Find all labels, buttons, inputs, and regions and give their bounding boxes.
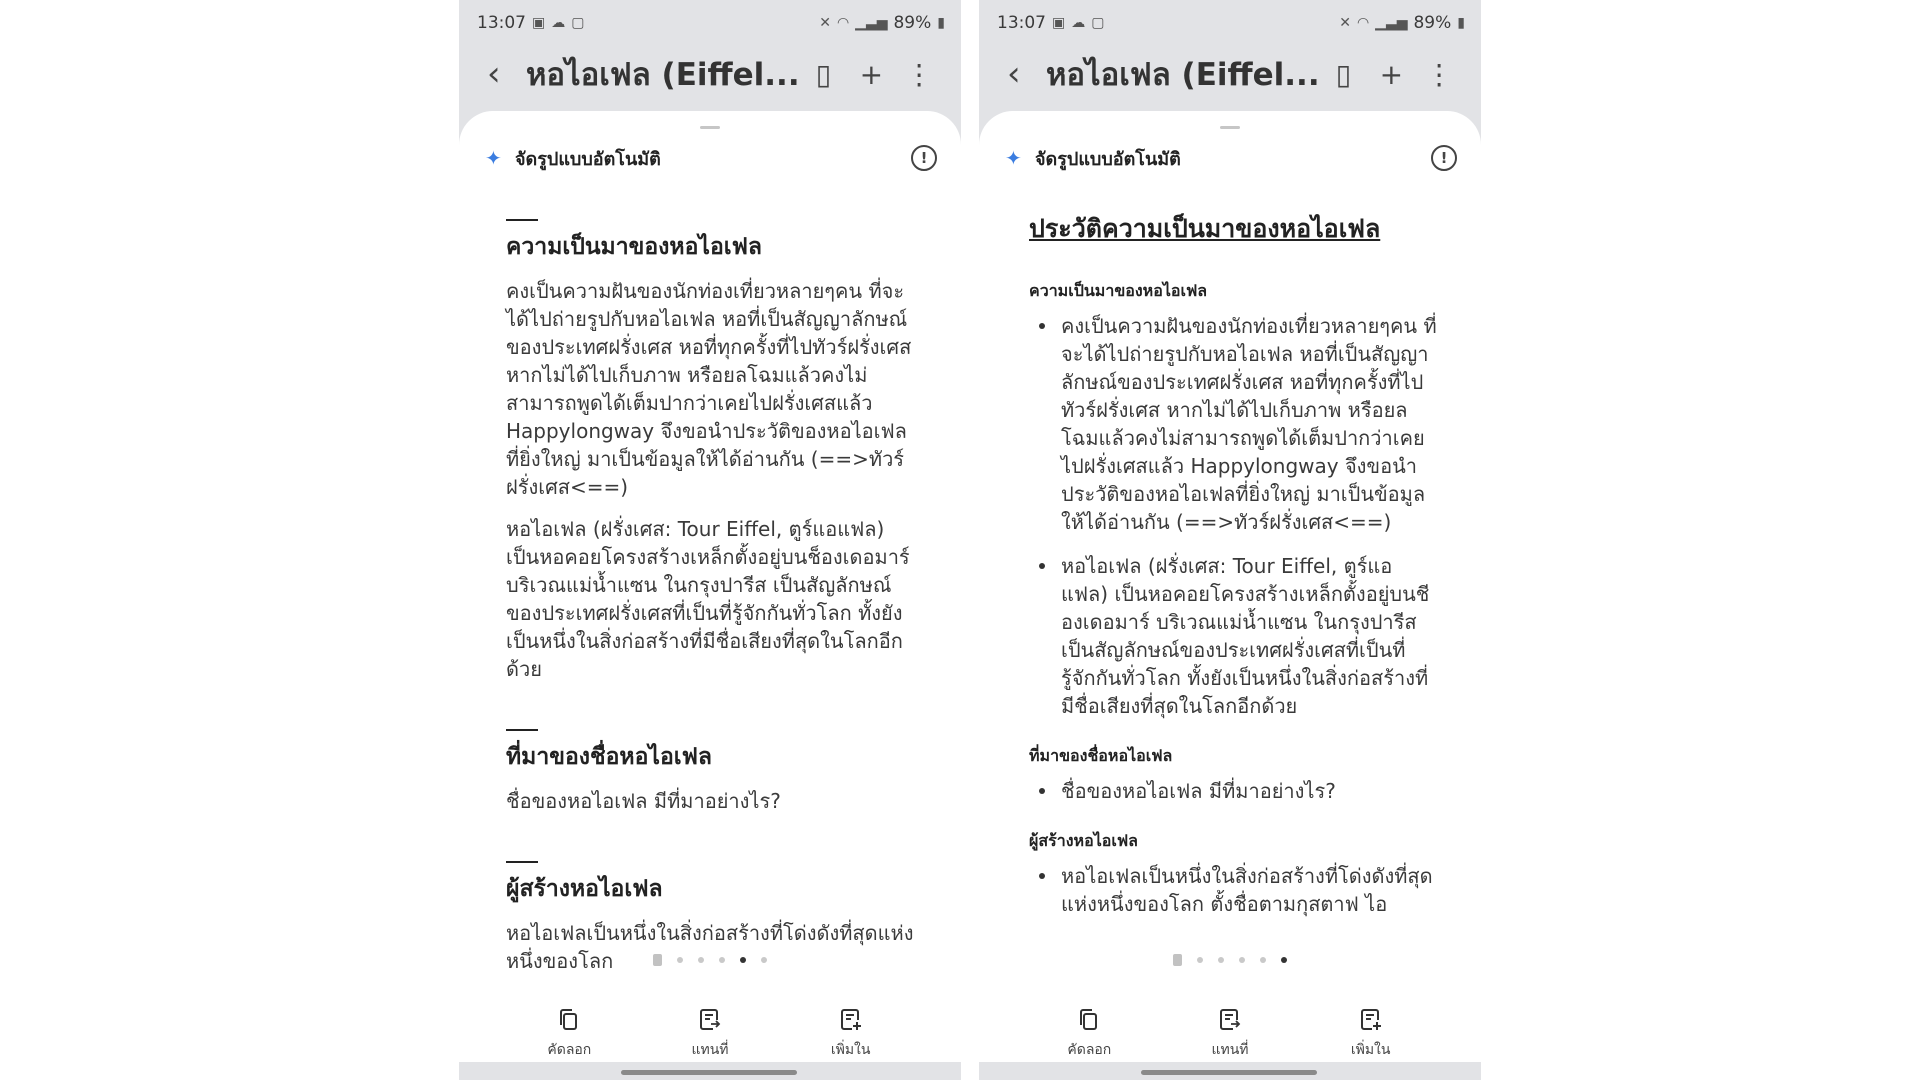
status-time: 13:07 bbox=[997, 13, 1046, 33]
page-dot[interactable] bbox=[761, 957, 767, 963]
list-item: ชื่อของหอไอเฟล มีที่มาอย่างไร? bbox=[1029, 777, 1439, 805]
book-icon[interactable]: ▯ bbox=[1335, 57, 1352, 91]
sheet-header bbox=[485, 142, 937, 174]
wifi-icon: ◠ bbox=[836, 15, 850, 31]
page-dot[interactable] bbox=[1260, 957, 1266, 963]
add-icon[interactable]: + bbox=[1379, 57, 1404, 91]
format-preview-left[interactable] bbox=[459, 183, 961, 973]
sheet-drag-handle[interactable] bbox=[1220, 126, 1240, 129]
mute-icon: ✕ bbox=[1339, 15, 1351, 31]
cloud-icon: ☁ bbox=[551, 15, 566, 31]
section-heading: ความเป็นมาของหอไอเฟล bbox=[1029, 281, 1208, 300]
signal-icon: ▁▃▅ bbox=[855, 15, 888, 31]
paragraph: ชื่อของหอไอเฟล มีที่มาอย่างไร? bbox=[506, 789, 781, 813]
sheet-title: จัดรูปแบบอัตโนมัติ bbox=[515, 148, 661, 170]
note-title: หอไอเฟล (Eiffel... bbox=[1045, 57, 1320, 93]
battery-percent: 89% bbox=[1413, 13, 1452, 33]
note-title: หอไอเฟล (Eiffel... bbox=[525, 57, 800, 93]
copy-label: คัดลอก bbox=[1067, 1042, 1112, 1058]
page-dot[interactable] bbox=[677, 957, 683, 963]
copy-label: คัดลอก bbox=[547, 1042, 592, 1058]
wifi-icon: ◠ bbox=[1356, 15, 1370, 31]
sheet-drag-handle[interactable] bbox=[700, 126, 720, 129]
add-to-note-icon bbox=[840, 1008, 862, 1033]
phone-screen-left bbox=[459, 0, 961, 1080]
back-icon[interactable]: ‹ bbox=[1007, 54, 1021, 94]
gallery-icon: ▣ bbox=[1052, 15, 1066, 31]
copy-icon bbox=[558, 1008, 580, 1033]
replace-icon bbox=[1219, 1008, 1241, 1033]
bullet-list bbox=[1029, 862, 1439, 918]
phone-screen-right bbox=[979, 0, 1481, 1080]
sparkle-icon: ✦ bbox=[1005, 146, 1022, 170]
cloud-icon: ☁ bbox=[1071, 15, 1086, 31]
book-icon[interactable]: ▯ bbox=[815, 57, 832, 91]
gallery-icon: ▣ bbox=[532, 15, 546, 31]
add-icon[interactable]: + bbox=[859, 57, 884, 91]
page-dot[interactable] bbox=[698, 957, 704, 963]
sheet-header bbox=[1005, 142, 1457, 174]
heading-rule bbox=[506, 729, 538, 731]
gesture-nav-bar bbox=[979, 1062, 1481, 1080]
sheet-title: จัดรูปแบบอัตโนมัติ bbox=[1035, 148, 1181, 170]
sparkle-icon: ✦ bbox=[485, 146, 502, 170]
page-dot[interactable] bbox=[719, 957, 725, 963]
page-dot-active[interactable] bbox=[1281, 957, 1287, 963]
list-item: หอไอเฟลเป็นหนึ่งในสิ่งก่อสร้างที่โด่งดังที่สุดแห่งหนึ่งของโลก ตั้งชื่อตามกุสตาฟ ไอ bbox=[1029, 862, 1439, 918]
bullet-list bbox=[1029, 312, 1439, 720]
document-title: ประวัติความเป็นมาของหอไอเฟล bbox=[1029, 214, 1381, 243]
section-heading: ที่มาของชื่อหอไอเฟล bbox=[506, 744, 713, 770]
home-gesture-pill[interactable] bbox=[1141, 1070, 1317, 1075]
home-gesture-pill[interactable] bbox=[621, 1070, 797, 1075]
page-dot[interactable] bbox=[1239, 957, 1245, 963]
page-indicator bbox=[979, 950, 1481, 970]
status-bar bbox=[459, 0, 961, 46]
bullet-list bbox=[1029, 777, 1439, 805]
auto-format-sheet bbox=[979, 111, 1481, 1071]
page-dot-active[interactable] bbox=[740, 957, 746, 963]
page-indicator-icon bbox=[1173, 954, 1182, 966]
add-to-label: เพิ่มใน bbox=[830, 1042, 871, 1058]
replace-icon bbox=[699, 1008, 721, 1033]
section-heading: ความเป็นมาของหอไอเฟล bbox=[506, 234, 762, 260]
gesture-nav-bar bbox=[459, 1062, 961, 1080]
page-indicator bbox=[459, 950, 961, 970]
auto-format-sheet bbox=[459, 111, 961, 1071]
paragraph: หอไอเฟลเป็นหนึ่งในสิ่งก่อสร้างที่โด่งดังที่สุดแห่งหนึ่งของโลก bbox=[506, 921, 914, 973]
info-icon[interactable]: ! bbox=[911, 145, 937, 171]
replace-label: แทนที่ bbox=[691, 1042, 729, 1058]
add-to-note-icon bbox=[1360, 1008, 1382, 1033]
list-item: หอไอเฟล (ฝรั่งเศส: Tour Eiffel, ตูร์แอแฟล) เป็นหอคอยโครงสร้างเหล็กตั้งอยู่บนชีองเดอมาร์ บริเวณแม่น้ำแซน ในกรุงปารีส เป็นสัญลักษณ์ของประเทศฝรั่งเศสที่เป็นที่รู้จักกันทั่วโลก ทั้งยังเป็นหนึ่งในสิ่งก่อสร้างที่มีชื่อเสียงที่สุดในโลกอีกด้วย bbox=[1029, 552, 1439, 720]
section-heading: ผู้สร้างหอไอเฟล bbox=[1029, 831, 1138, 850]
replace-label: แทนที่ bbox=[1211, 1042, 1249, 1058]
battery-percent: 89% bbox=[893, 13, 932, 33]
heading-rule bbox=[506, 219, 538, 221]
status-bar bbox=[979, 0, 1481, 46]
section bbox=[506, 729, 915, 815]
page-indicator-icon bbox=[653, 954, 662, 966]
copy-icon bbox=[1078, 1008, 1100, 1033]
screenshot-icon: ▢ bbox=[1091, 15, 1105, 31]
page-dot[interactable] bbox=[1218, 957, 1224, 963]
list-item: คงเป็นความฝันของนักท่องเที่ยวหลายๆคน ที่จะได้ไปถ่ายรูปกับหอไอเฟล หอที่เป็นสัญญาลักษณ์ของประเทศฝรั่งเศส หอที่ทุกครั้งที่ไปทัวร์ฝรั่งเศส หากไม่ได้ไปเก็บภาพ หรือยลโฉมแล้วคงไม่สามารถพูดได้เต็มปากว่าเคยไปฝรั่งเศสแล้ว Happylongway จึงขอนำประวัติของหอไอเฟลที่ยิ่งใหญ่ มาเป็นข้อมูลให้ได้อ่านกัน (==>ทัวร์ฝรั่งเศส<==) bbox=[1029, 312, 1439, 536]
back-icon[interactable]: ‹ bbox=[487, 54, 501, 94]
battery-icon: ▮ bbox=[937, 15, 945, 31]
heading-rule bbox=[506, 861, 538, 863]
add-to-label: เพิ่มใน bbox=[1350, 1042, 1391, 1058]
page-dot[interactable] bbox=[1197, 957, 1203, 963]
more-options-icon[interactable]: ⋮ bbox=[905, 57, 934, 91]
section bbox=[506, 219, 915, 683]
section-heading: ที่มาของชื่อหอไอเฟล bbox=[1029, 746, 1173, 765]
mute-icon: ✕ bbox=[819, 15, 831, 31]
status-time: 13:07 bbox=[477, 13, 526, 33]
section-heading: ผู้สร้างหอไอเฟล bbox=[506, 876, 663, 902]
app-bar bbox=[459, 46, 961, 102]
app-bar bbox=[979, 46, 1481, 102]
paragraph: คงเป็นความฝันของนักท่องเที่ยวหลายๆคน ที่จะได้ไปถ่ายรูปกับหอไอเฟล หอที่เป็นสัญญาลักษณ์ของประเทศฝรั่งเศส หอที่ทุกครั้งที่ไปทัวร์ฝรั่งเศส หากไม่ได้ไปเก็บภาพ หรือยลโฉมแล้วคงไม่สามารถพูดได้เต็มปากว่าเคยไปฝรั่งเศสแล้ว Happylongway จึงขอนำประวัติของหอไอเฟลที่ยิ่งใหญ่ มาเป็นข้อมูลให้ได้อ่านกัน (==>ทัวร์ฝรั่งเศส<==) bbox=[506, 279, 912, 499]
signal-icon: ▁▃▅ bbox=[1375, 15, 1408, 31]
more-options-icon[interactable]: ⋮ bbox=[1425, 57, 1454, 91]
format-preview-right[interactable] bbox=[979, 183, 1481, 920]
paragraph: หอไอเฟล (ฝรั่งเศส: Tour Eiffel, ตูร์แอแฟล) เป็นหอคอยโครงสร้างเหล็กตั้งอยู่บนช็องเดอมาร์ บริเวณแม่น้ำแซน ในกรุงปารีส เป็นสัญลักษณ์ของประเทศฝรั่งเศสที่เป็นที่รู้จักกันทั่วโลก ทั้งยังเป็นหนึ่งในสิ่งก่อสร้างที่มีชื่อเสียงที่สุดในโลกอีกด้วย bbox=[506, 517, 910, 681]
info-icon[interactable]: ! bbox=[1431, 145, 1457, 171]
screenshot-icon: ▢ bbox=[571, 15, 585, 31]
battery-icon: ▮ bbox=[1457, 15, 1465, 31]
